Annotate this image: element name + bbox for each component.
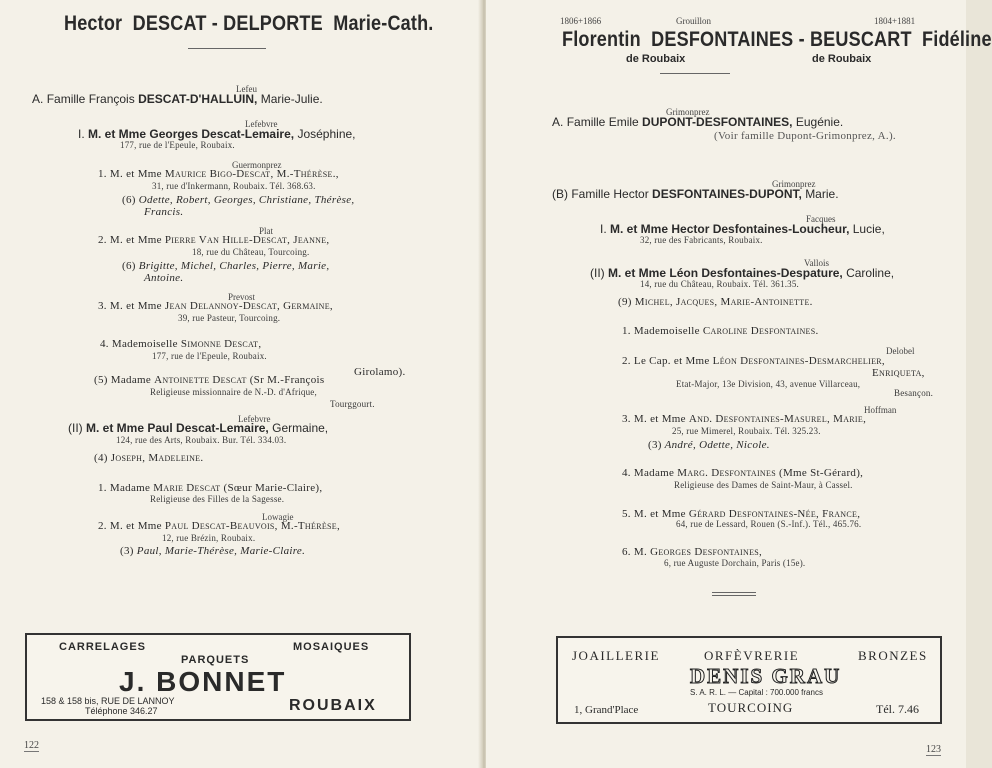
section-divider	[712, 592, 756, 593]
children-list: (4) Joseph, Madeleine.	[94, 452, 204, 464]
entry-line: I. M. et Mme Georges Descat-Lemaire, Joséphine,	[78, 127, 356, 141]
address: Tourggourt.	[330, 399, 375, 409]
address: 177, rue de l'Epeule, Roubaix.	[120, 140, 235, 150]
page-number: 122	[24, 740, 39, 751]
address: Religieuse des Filles de la Sagesse.	[150, 494, 285, 504]
advertisement: CARRELAGES MOSAIQUES PARQUETS J. BONNET 158 & 158 bis, RUE DE LANNOY Téléphone 346.27 ROUBAIX	[25, 633, 411, 721]
header-spouse: Marie-Cath.	[333, 12, 434, 35]
origin: de Roubaix	[812, 53, 872, 65]
address: 124, rue des Arts, Roubaix. Bur. Tél. 334.03.	[116, 435, 287, 445]
cross-reference: (Voir famille Dupont-Grimonprez, A.).	[714, 130, 896, 142]
entry-line: 1. M. et Mme Maurice Bigo-Descat, M.-Thérèse.,	[98, 168, 339, 180]
header-divider	[188, 48, 266, 49]
life-dates: 1804+1881	[874, 16, 916, 26]
section-divider	[712, 595, 756, 596]
address: Religieuse missionnaire de N.-D. d'Afrique,	[150, 387, 317, 397]
header-first-name: Florentin	[562, 28, 641, 51]
children-list: (3) Paul, Marie-Thérèse, Marie-Claire.	[120, 545, 306, 557]
address: 31, rue d'Inkermann, Roubaix. Tél. 368.63.	[152, 181, 316, 191]
entry-line: 5. M. et Mme Gérard Desfontaines-Née, France,	[622, 508, 861, 520]
advertiser-name: DENIS GRAU	[690, 664, 842, 688]
entry-line: (II) M. et Mme Paul Descat-Lemaire, Germaine,	[68, 421, 329, 435]
origin: de Roubaix	[626, 53, 686, 65]
maiden-name: Vallois	[804, 258, 830, 268]
right-page	[486, 0, 992, 768]
page-header	[64, 12, 433, 36]
header-spouse: Fidéline	[922, 28, 992, 51]
address: 18, rue du Château, Tourcoing.	[192, 247, 310, 257]
address: 64, rue de Lessard, Rouen (S.-Inf.). Tél., 465.76.	[676, 519, 862, 529]
maiden-name: Lefebvre	[245, 119, 278, 129]
address: 25, rue Mimerel, Roubaix. Tél. 325.23.	[672, 426, 821, 436]
entry-line: I. M. et Mme Hector Desfontaines-Loucheur, Lucie,	[600, 222, 885, 236]
address: 6, rue Auguste Dorchain, Paris (15e).	[664, 558, 806, 568]
maiden-name: Delobel	[886, 346, 915, 356]
address: 14, rue du Château, Roubaix. Tél. 361.35.	[640, 279, 800, 289]
entry-line: 2. M. et Mme Pierre Van Hille-Descat, Jeanne,	[98, 234, 330, 246]
address: 32, rue des Fabricants, Roubaix.	[640, 235, 763, 245]
address: Besançon.	[894, 388, 934, 398]
maiden-name: Guermonprez	[232, 160, 282, 170]
entry-line: 3. M. et Mme Jean Delannoy-Descat, Germaine,	[98, 300, 333, 312]
maiden-name: Prevost	[228, 292, 255, 302]
maiden-name: Plat	[259, 226, 274, 236]
entry-line: 2. M. et Mme Paul Descat-Beauvois, M.-Thérèse,	[98, 520, 340, 532]
entry-line: 4. Mademoiselle Simonne Descat,	[100, 338, 262, 350]
life-dates: 1806+1866	[560, 16, 602, 26]
maiden-name: Facques	[806, 214, 836, 224]
family-heading: (B) Famille Hector DESFONTAINES-DUPONT, Marie.	[552, 187, 839, 201]
children-list: Antoine.	[144, 272, 184, 284]
children-list: Francis.	[144, 206, 184, 218]
entry-line: 3. M. et Mme And. Desfontaines-Masurel, Marie,	[622, 413, 867, 425]
address: 39, rue Pasteur, Tourcoing.	[178, 313, 281, 323]
header-divider	[660, 73, 730, 74]
header-family-name: DESCAT - DELPORTE	[132, 12, 323, 35]
maiden-name: Grimonprez	[772, 179, 816, 189]
entry-continuation: Girolamo).	[354, 366, 406, 378]
children-list: (6) Odette, Robert, Georges, Christiane, Thérèse,	[122, 194, 355, 206]
maiden-name: Lefeu	[236, 84, 257, 94]
children-list: (3) André, Odette, Nicole.	[648, 439, 770, 451]
page-number: 123	[926, 744, 941, 755]
entry-line: 2. Le Cap. et Mme Léon Desfontaines-Desmarchelier,	[622, 355, 885, 367]
entry-line: 6. M. Georges Desfontaines,	[622, 546, 763, 558]
left-page	[0, 0, 482, 768]
address: Religieuse des Dames de Saint-Maur, à Cassel.	[674, 480, 853, 490]
address: 12, rue Brézin, Roubaix.	[162, 533, 256, 543]
advertiser-name: J. BONNET	[119, 666, 287, 697]
children-list: (9) Michel, Jacques, Marie-Antoinette.	[618, 296, 813, 308]
maiden-name: Grimonprez	[666, 107, 710, 117]
entry-continuation: Enriqueta,	[872, 367, 925, 379]
maiden-name: Grouillon	[676, 16, 711, 26]
entry-line: 1. Mademoiselle Caroline Desfontaines.	[622, 325, 819, 337]
entry-line: (5) Madame Antoinette Descat (Sr M.-François	[94, 374, 325, 386]
entry-line: 4. Madame Marg. Desfontaines (Mme St-Gérard),	[622, 467, 864, 479]
header-family-name: DESFONTAINES - BEUSCART	[651, 28, 912, 51]
advertisement: JOAILLERIE ORFÈVRERIE BRONZES DENIS GRAU S. A. R. L. — Capital : 700.000 francs 1, Grand'Place TOURCOING Tél. 7.46	[556, 636, 942, 724]
family-heading: A. Famille Emile DUPONT-DESFONTAINES, Eugénie.	[552, 115, 844, 129]
children-list: (6) Brigitte, Michel, Charles, Pierre, Marie,	[122, 260, 330, 272]
maiden-name: Lefebvre	[238, 414, 271, 424]
address: 177, rue de l'Epeule, Roubaix.	[152, 351, 267, 361]
header-first-name: Hector	[64, 12, 123, 35]
maiden-name: Hoffman	[864, 405, 897, 415]
page-header	[562, 28, 992, 52]
family-heading: A. Famille François DESCAT-D'HALLUIN, Marie-Julie.	[32, 92, 323, 106]
entry-line: 1. Madame Marie Descat (Sœur Marie-Claire),	[98, 482, 323, 494]
entry-line: (II) M. et Mme Léon Desfontaines-Despature, Caroline,	[590, 266, 895, 280]
address: Etat-Major, 13e Division, 43, avenue Villarceau,	[676, 379, 861, 389]
maiden-name: Lowagie	[262, 512, 294, 522]
